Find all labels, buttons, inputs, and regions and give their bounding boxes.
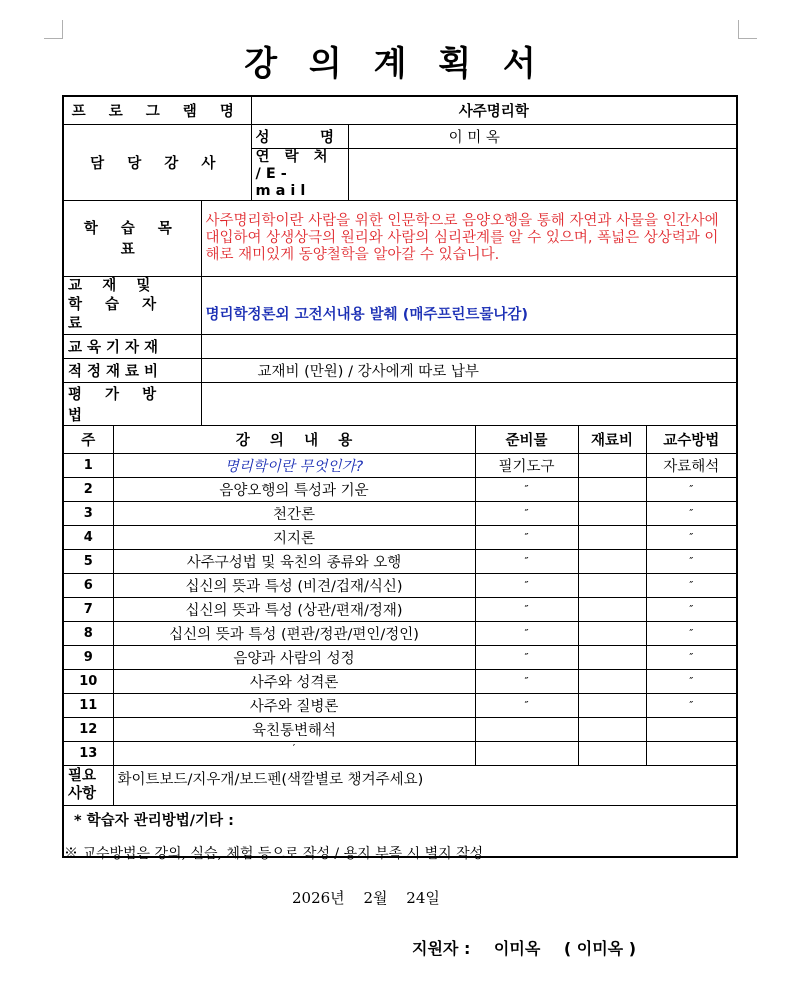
applicant-name: 이미옥 [493, 939, 541, 958]
eval-value[interactable] [201, 382, 737, 425]
week-number: 5 [63, 549, 113, 573]
program-label: 프 로 그 램 명 [63, 96, 251, 124]
method-cell[interactable]: ″ [646, 621, 737, 645]
contact-value[interactable] [348, 148, 737, 200]
lecture-content[interactable]: 사주와 질병론 [113, 693, 475, 717]
material-cell[interactable] [578, 669, 646, 693]
schedule-row [63, 477, 737, 501]
email-label: /E-mail [255, 165, 311, 199]
prep-cell[interactable]: ″ [475, 525, 578, 549]
lecture-plan-table [62, 95, 738, 858]
header-method: 교수방법 [646, 425, 737, 453]
material-cell[interactable] [578, 597, 646, 621]
name-label: 성 명 [251, 124, 348, 148]
document-title: 강 의 계 획 서 [244, 44, 546, 84]
prep-cell[interactable]: ″ [475, 621, 578, 645]
material-cell[interactable] [578, 741, 646, 765]
method-cell[interactable]: 자료해석 [646, 453, 737, 477]
week-number: 12 [63, 717, 113, 741]
schedule-row [63, 693, 737, 717]
material-cell[interactable] [578, 525, 646, 549]
schedule-row [63, 525, 737, 549]
schedule-row [63, 573, 737, 597]
date-day: 24일 [406, 889, 440, 907]
method-cell[interactable]: ″ [646, 573, 737, 597]
material-cell[interactable] [578, 549, 646, 573]
lecture-content[interactable]: 지지론 [113, 525, 475, 549]
week-number: 2 [63, 477, 113, 501]
program-value[interactable]: 사주명리학 [251, 96, 737, 124]
learning-materials-label: 학 습 자 료 [68, 296, 166, 332]
date-year: 2026년 [292, 889, 345, 907]
requirements-value[interactable]: 화이트보드/지우개/보드펜(색깔별로 챙겨주세요) [113, 765, 737, 805]
schedule-row [63, 549, 737, 573]
lecture-content[interactable]: 십신의 뜻과 특성 (편관/정관/편인/정인) [113, 621, 475, 645]
method-cell[interactable]: ″ [646, 597, 737, 621]
material-cell[interactable] [578, 693, 646, 717]
instructor-label: 담 당 강 사 [63, 124, 251, 200]
name-value[interactable]: 이 미 옥 [348, 124, 737, 148]
header-prep: 준비물 [475, 425, 578, 453]
schedule-row [63, 621, 737, 645]
week-number: 7 [63, 597, 113, 621]
prep-cell[interactable]: ″ [475, 597, 578, 621]
lecture-content[interactable]: 십신의 뜻과 특성 (상관/편재/정재) [113, 597, 475, 621]
applicant-label: 지원자 : [412, 939, 471, 958]
lecture-content[interactable]: 음양과 사람의 성정 [113, 645, 475, 669]
lecture-content[interactable]: 명리학이란 무엇인가? [113, 453, 475, 477]
prep-cell[interactable]: ″ [475, 477, 578, 501]
goal-value[interactable]: 사주명리학이란 사람을 위한 인문학으로 음양오행을 통해 자연과 사물을 인간사에 대입하여 상생상극의 원리와 사람의 심리관계를 알 수 있으며, 폭넓은 상상력과 이해로 재미있게 동양철학을 알아갈 수 있습니다. [201, 200, 737, 276]
prep-cell[interactable]: ″ [475, 573, 578, 597]
method-cell[interactable]: ″ [646, 693, 737, 717]
prep-cell[interactable]: ″ [475, 669, 578, 693]
prep-cell[interactable]: 필기도구 [475, 453, 578, 477]
method-cell[interactable]: ″ [646, 549, 737, 573]
prep-cell[interactable] [475, 741, 578, 765]
goal-label: 학 습 목 표 [63, 200, 201, 276]
schedule-row [63, 669, 737, 693]
material-cell[interactable] [578, 717, 646, 741]
schedule-row [63, 597, 737, 621]
eval-label: 평 가 방 법 [63, 382, 201, 425]
lecture-content[interactable]: 음양오행의 특성과 기운 [113, 477, 475, 501]
method-cell[interactable]: ″ [646, 477, 737, 501]
schedule-row [63, 645, 737, 669]
week-number: 9 [63, 645, 113, 669]
header-material: 재료비 [578, 425, 646, 453]
week-number: 8 [63, 621, 113, 645]
prep-cell[interactable]: ″ [475, 693, 578, 717]
material-cell[interactable] [578, 477, 646, 501]
method-cell[interactable] [646, 717, 737, 741]
header-week: 주 [63, 425, 113, 453]
material-cell[interactable] [578, 645, 646, 669]
prep-cell[interactable]: ″ [475, 645, 578, 669]
method-cell[interactable]: ″ [646, 525, 737, 549]
date-month: 2월 [363, 889, 388, 907]
materials-value[interactable]: 명리학정론외 고전서내용 발췌 (매주프린트물나감) [201, 276, 737, 334]
material-cell[interactable] [578, 621, 646, 645]
equipment-label: 교육기자재 [63, 334, 201, 358]
week-number: 1 [63, 453, 113, 477]
schedule-row [63, 453, 737, 477]
lecture-content[interactable]: 십신의 뜻과 특성 (비견/겁재/식신) [113, 573, 475, 597]
method-cell[interactable]: ″ [646, 645, 737, 669]
week-number: 4 [63, 525, 113, 549]
lecture-content[interactable]: 천간론 [113, 501, 475, 525]
requirements-label: 필요 [68, 768, 97, 784]
lecture-content[interactable]: 사주구성법 및 육친의 종류와 오행 [113, 549, 475, 573]
week-number: 3 [63, 501, 113, 525]
header-content: 강 의 내 용 [113, 425, 475, 453]
fee-value[interactable]: 교재비 (만원) / 강사에게 따로 납부 [201, 358, 737, 382]
prep-cell[interactable]: ″ [475, 549, 578, 573]
date-line [292, 887, 454, 908]
material-cell[interactable] [578, 501, 646, 525]
method-cell[interactable] [646, 741, 737, 765]
contact-label: 연 락 처 [255, 148, 333, 165]
lecture-content[interactable]: ′ [113, 741, 475, 765]
footnote: ※ 교수방법은 강의, 실습, 체험 등으로 작성 / 용지 부족 시 별지 작성. [64, 846, 488, 862]
applicant-signature: ( 이미옥 ) [563, 939, 637, 958]
week-number: 6 [63, 573, 113, 597]
week-number: 13 [63, 741, 113, 765]
schedule-row [63, 501, 737, 525]
schedule-row [63, 741, 737, 765]
requirements-label-2: 사항 [68, 786, 97, 802]
week-number: 10 [63, 669, 113, 693]
materials-label: 교 재 및 [68, 277, 151, 294]
method-cell[interactable]: ″ [646, 501, 737, 525]
lecture-content[interactable]: 사주와 성격론 [113, 669, 475, 693]
management-label[interactable]: * 학습자 관리방법/기타 : [63, 805, 737, 857]
material-cell[interactable] [578, 453, 646, 477]
schedule-row [63, 717, 737, 741]
lecture-content[interactable]: 육친통변해석 [113, 717, 475, 741]
prep-cell[interactable] [475, 717, 578, 741]
applicant-line [412, 936, 654, 959]
method-cell[interactable]: ″ [646, 669, 737, 693]
week-number: 11 [63, 693, 113, 717]
fee-label: 적정재료비 [63, 358, 201, 382]
equipment-value[interactable] [201, 334, 737, 358]
material-cell[interactable] [578, 573, 646, 597]
prep-cell[interactable]: ″ [475, 501, 578, 525]
